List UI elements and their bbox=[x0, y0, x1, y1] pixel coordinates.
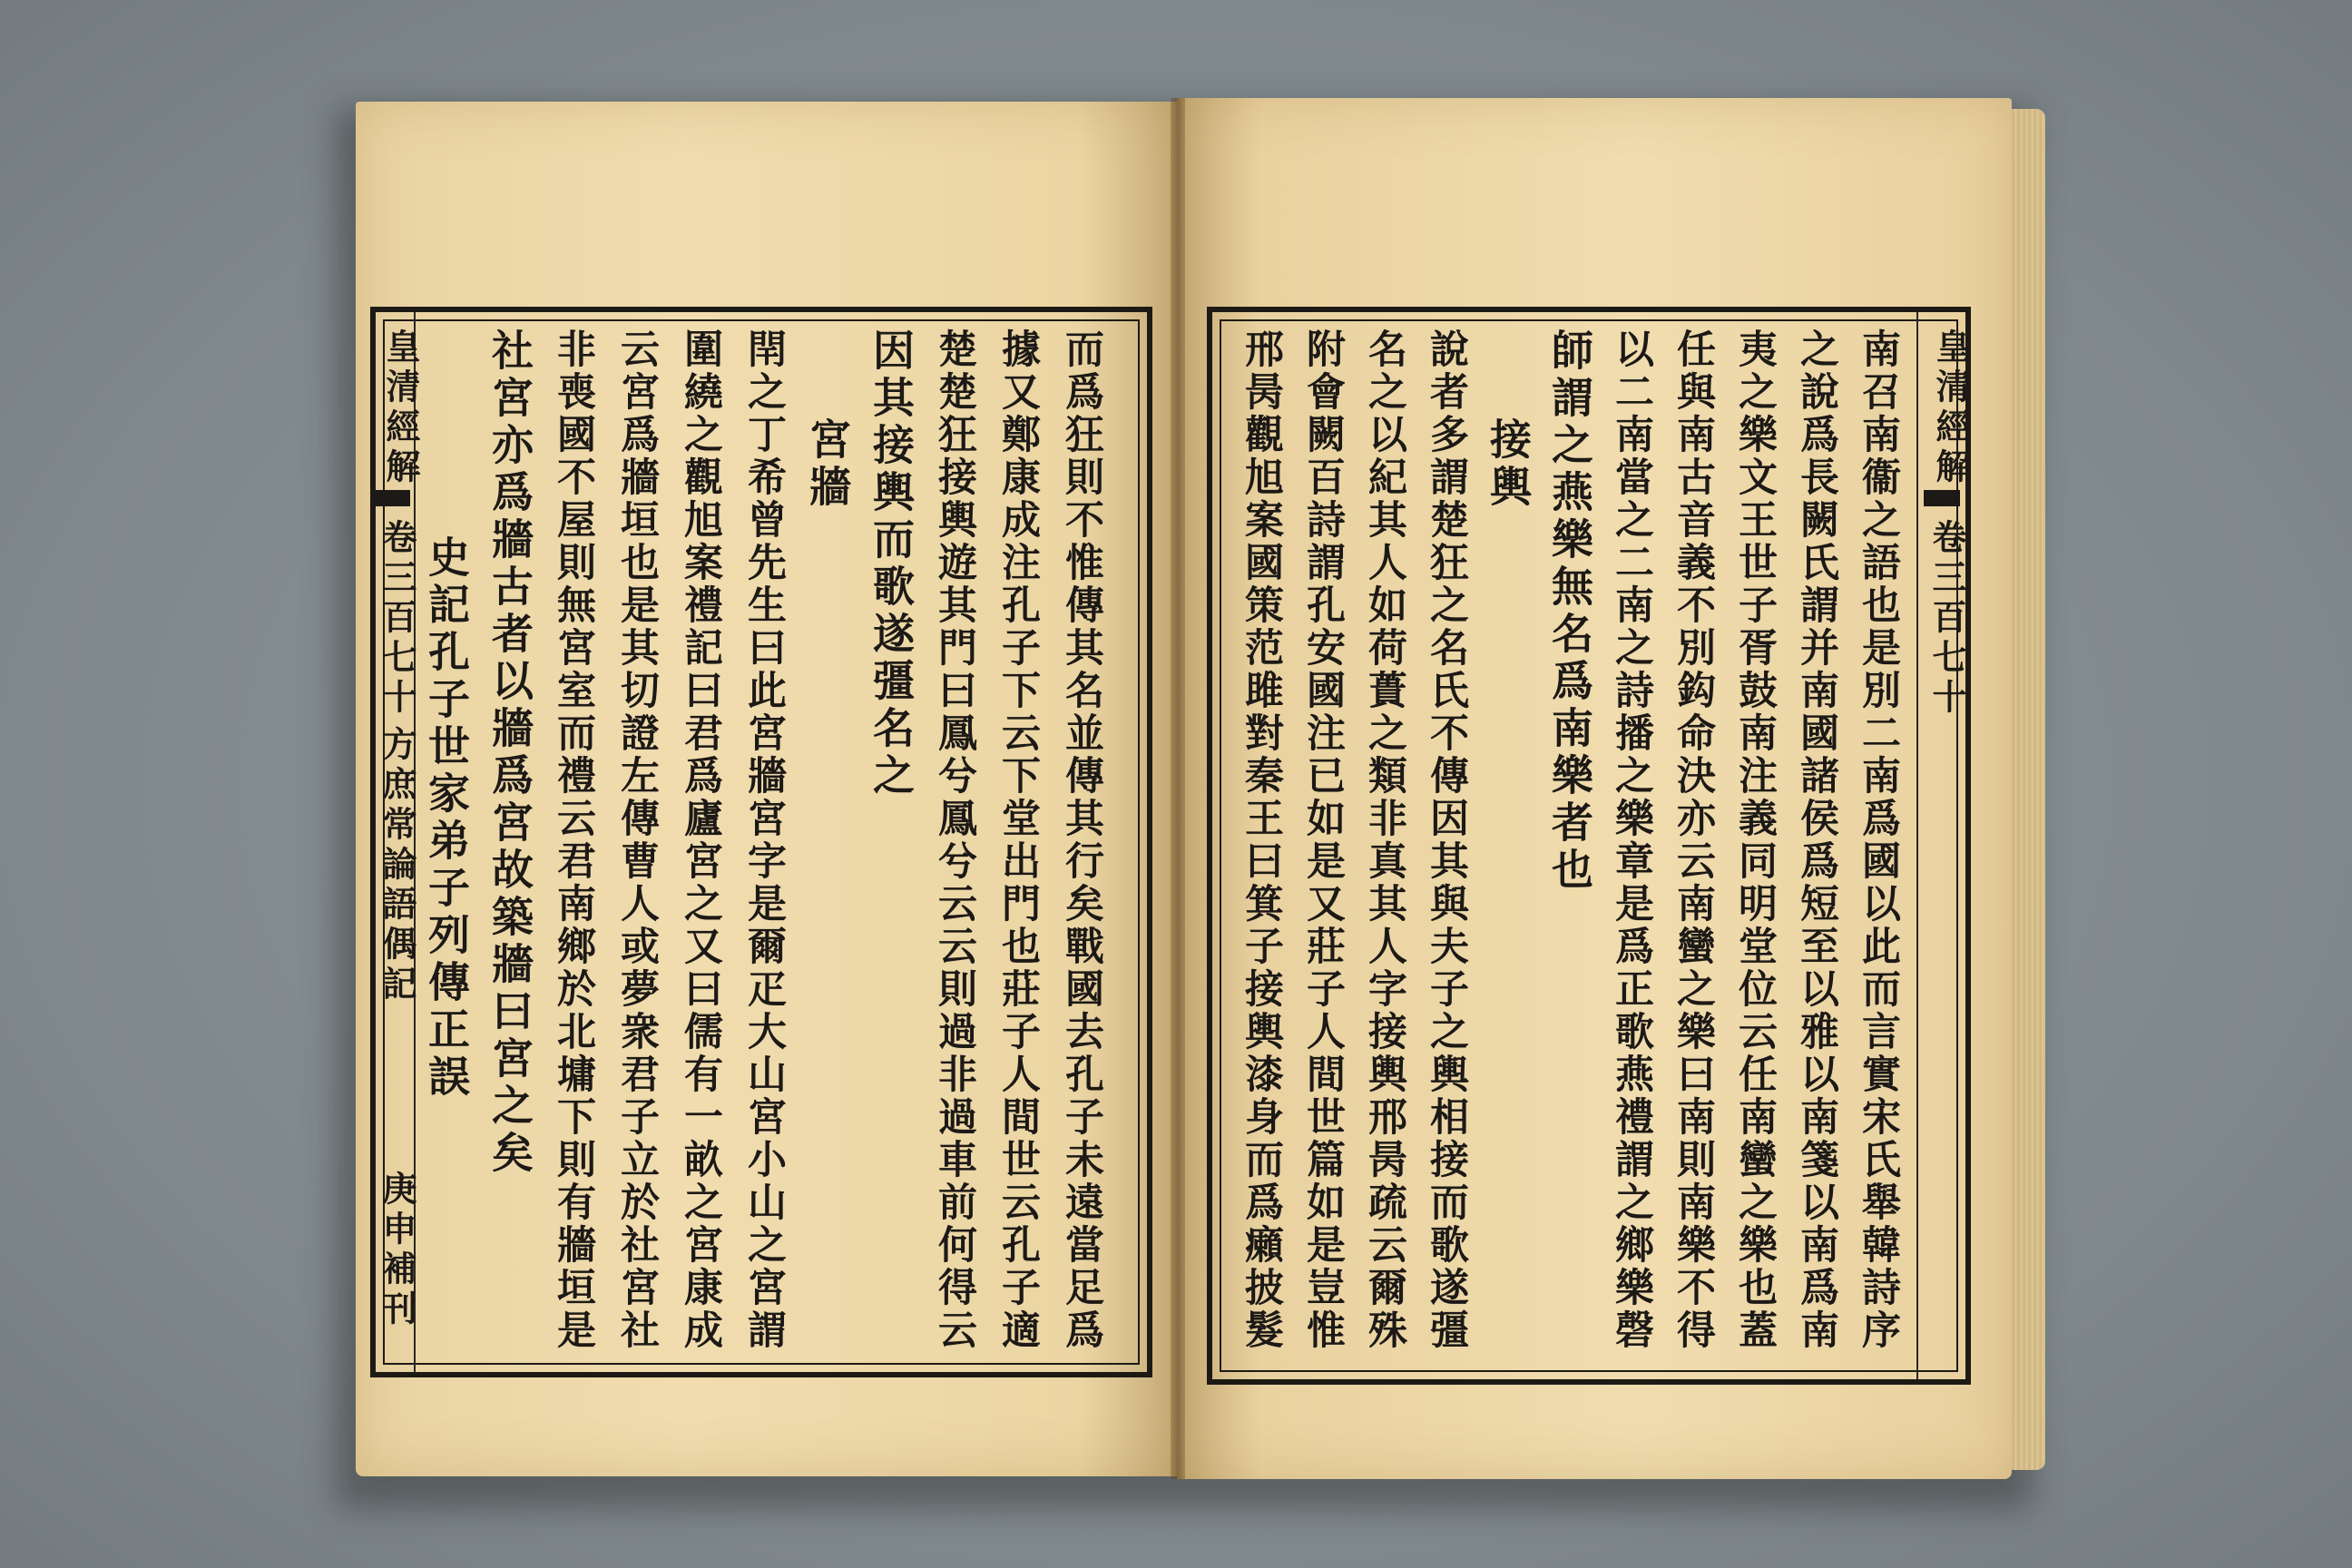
left-column-10: 社宮亦爲牆古者以牆爲宮故築牆曰宮之矣 bbox=[485, 328, 534, 1178]
right-column-9: 名之以紀其人如荷蕢之類非真其人字接輿邢昺疏云爾殊 bbox=[1362, 328, 1407, 1352]
left-column-9: 非喪國不屋則無宮室而禮云君南鄉於北墉下則有牆垣是 bbox=[551, 328, 596, 1352]
left-column-2: 據又鄭康成注孔子下云下堂出門也莊子人間世云孔子適 bbox=[995, 328, 1041, 1352]
right-section-heading: 接輿 bbox=[1484, 417, 1533, 512]
right-column-6: 師謂之燕樂無名爲南樂者也 bbox=[1545, 328, 1594, 895]
left-column-1: 而爲狂則不惟傳其名並傳其行矣戰國去孔子未遠當足爲 bbox=[1059, 328, 1104, 1352]
left-fishtail-title: 皇清經解 bbox=[380, 328, 421, 488]
left-column-4: 因其接輿而歌遂彊名之 bbox=[867, 328, 916, 800]
left-column-7: 圍繞之觀旭案禮記曰君爲廬宮之又曰儒有一畝之宮康成 bbox=[678, 328, 723, 1352]
left-fishtail-footer: 庚申補刊 bbox=[377, 1171, 417, 1330]
right-column-1: 南召南衞之語也是別二南爲國以此而言實宋氏舉韓詩序 bbox=[1856, 328, 1901, 1352]
right-column-3: 夷之樂文王世子胥鼓南注義同明堂位云任南蠻之樂也蓋 bbox=[1732, 328, 1778, 1352]
left-column-6: 閈之丁希曾先生曰此宮牆宮字是爾疋大山宮小山之宮謂 bbox=[741, 328, 787, 1352]
left-column-3: 楚楚狂接輿遊其門曰鳳兮鳳兮云云則過非過車前何得云 bbox=[932, 328, 977, 1352]
right-fishtail-mark bbox=[1924, 490, 1960, 506]
right-fishtail-volume: 卷三百七十 bbox=[1926, 519, 1967, 719]
left-fishtail-volume: 卷三百七十 bbox=[377, 519, 417, 719]
right-fishtail-rule bbox=[1916, 312, 1918, 1379]
left-section-heading: 宮牆 bbox=[803, 417, 852, 512]
book-gutter bbox=[1171, 98, 1185, 1479]
right-column-4: 任與南古音義不別鈎命決亦云南蠻之樂曰南則南樂不得 bbox=[1671, 328, 1716, 1352]
left-column-11: 史記孔子世家弟子列傳正誤 bbox=[422, 535, 471, 1102]
right-column-2: 之說爲長闕氏謂并南國諸侯爲短至以雅以南箋以南爲南 bbox=[1794, 328, 1839, 1352]
right-fishtail-title: 皇清經解 bbox=[1930, 328, 1971, 488]
right-column-10: 附會闕百詩謂孔安國注已如是又莊子人間世篇如是豈惟 bbox=[1300, 328, 1346, 1352]
left-fishtail-mark bbox=[374, 490, 410, 506]
right-column-5: 以二南當之二南之詩播之樂章是爲正歌燕禮謂之鄉樂磬 bbox=[1609, 328, 1654, 1352]
left-column-8: 云宮爲牆垣也是其切證左傳曹人或夢衆君子立於社宮社 bbox=[614, 328, 660, 1352]
right-column-8: 說者多謂楚狂之名氏不傳因其與夫子之輿相接而歌遂彊 bbox=[1424, 328, 1469, 1352]
right-column-11: 邢昺觀旭案國策范雎對秦王曰箕子接輿漆身而爲癩披髮 bbox=[1239, 328, 1284, 1352]
left-fishtail-subtitle: 方庶常論語偶記 bbox=[377, 726, 417, 1005]
